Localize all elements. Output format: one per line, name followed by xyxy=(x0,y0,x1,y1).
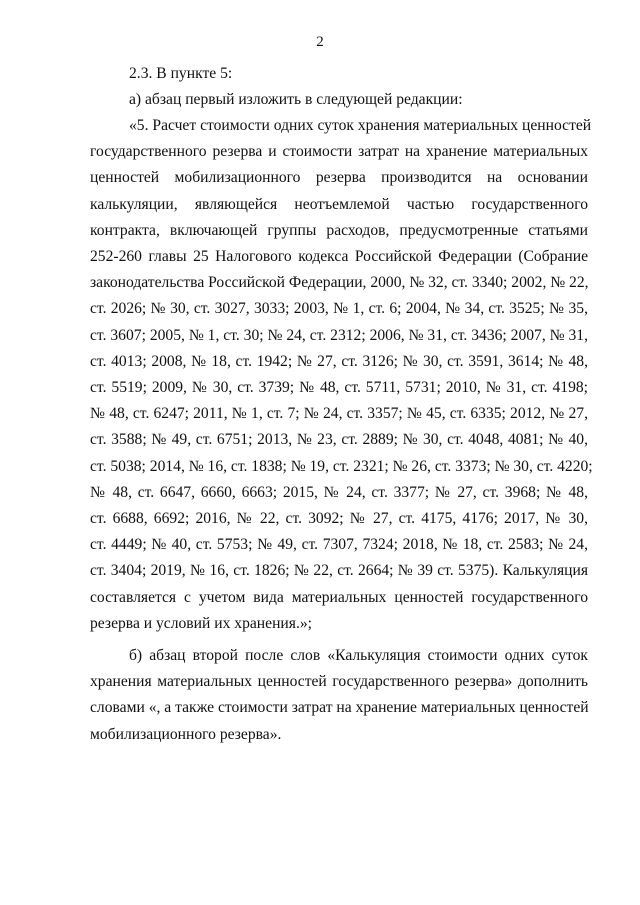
subitem-b-line: хранения материальных ценностей государственного резерва» дополнить xyxy=(90,673,588,691)
quote-line: ст. 4449; № 40, ст. 5753; № 49, ст. 7307, 7324; 2018, № 18, ст. 2583; № 24, xyxy=(90,536,588,554)
quote-line: ст. 2026; № 30, ст. 3027, 3033; 2003, № 1, ст. 6; 2004, № 34, ст. 3525; № 35, xyxy=(90,300,588,318)
quote-line: ст. 4013; 2008, № 18, ст. 1942; № 27, ст. 3126; № 30, ст. 3591, 3614; № 48, xyxy=(90,352,588,370)
quote-line: 252-260 главы 25 Налогового кодекса Российской Федерации (Собрание xyxy=(90,248,588,266)
subitem-b-line: словами «, а также стоимости затрат на хранение материальных ценностей xyxy=(90,699,589,717)
quote-line: ст. 3607; 2005, № 1, ст. 30; № 24, ст. 2312; 2006, № 31, ст. 3436; 2007, № 31, xyxy=(90,326,588,344)
quote-line: «5. Расчет стоимости одних суток хранения материальных ценностей xyxy=(129,117,592,134)
subitem-b-line: б) абзац второй после слов «Калькуляция стоимости одних суток xyxy=(129,647,588,664)
quote-line: резерва и условий их хранения.»; xyxy=(90,614,312,632)
quote-line: государственного резерва и стоимости затрат на хранение материальных xyxy=(90,143,588,161)
quote-line: № 48, ст. 6247; 2011, № 1, ст. 7; № 24, ст. 3357; № 45, ст. 6335; 2012, № 27, xyxy=(90,405,588,423)
subitem-a-text: а) абзац первый изложить в следующей редакции: xyxy=(129,91,463,108)
page-number: 2 xyxy=(316,34,324,50)
quote-line: ст. 3588; № 49, ст. 6751; 2013, № 23, ст. 2889; № 30, ст. 4048, 4081; № 40, xyxy=(90,431,588,449)
quote-line: ценностей мобилизационного резерва производится на основании xyxy=(90,169,588,187)
quote-line: ст. 5519; 2009, № 30, ст. 3739; № 48, ст. 5711, 5731; 2010, № 31, ст. 4198; xyxy=(90,379,588,397)
quote-line: ст. 3404; 2019, № 16, ст. 1826; № 22, ст. 2664; № 39 ст. 5375). Калькуляция xyxy=(90,562,588,580)
quote-line: ст. 5038; 2014, № 16, ст. 1838; № 19, ст. 2321; № 26, ст. 3373; № 30, ст. 4220; xyxy=(90,457,593,475)
subitem-b-line: мобилизационного резерва». xyxy=(90,725,282,743)
quote-line: контракта, включающей группы расходов, предусмотренные статьями xyxy=(90,221,588,239)
subitem-b-paragraph xyxy=(90,643,588,748)
quote-line: № 48, ст. 6647, 6660, 6663; 2015, № 24, ст. 3377; № 27, ст. 3968; № 48, xyxy=(90,483,588,501)
quoted-paragraph xyxy=(90,113,593,637)
item-heading: 2.3. В пункте 5: xyxy=(129,65,233,82)
quote-line: калькуляции, являющейся неотъемлемой частью государственного xyxy=(90,195,588,213)
quote-line: ст. 6688, 6692; 2016, № 22, ст. 3092; № 27, ст. 4175, 4176; 2017, № 30, xyxy=(90,510,588,528)
quote-line: составляется с учетом вида материальных ценностей государственного xyxy=(90,588,588,606)
quote-line: законодательства Российской Федерации, 2000, № 32, ст. 3340; 2002, № 22, xyxy=(90,274,589,292)
